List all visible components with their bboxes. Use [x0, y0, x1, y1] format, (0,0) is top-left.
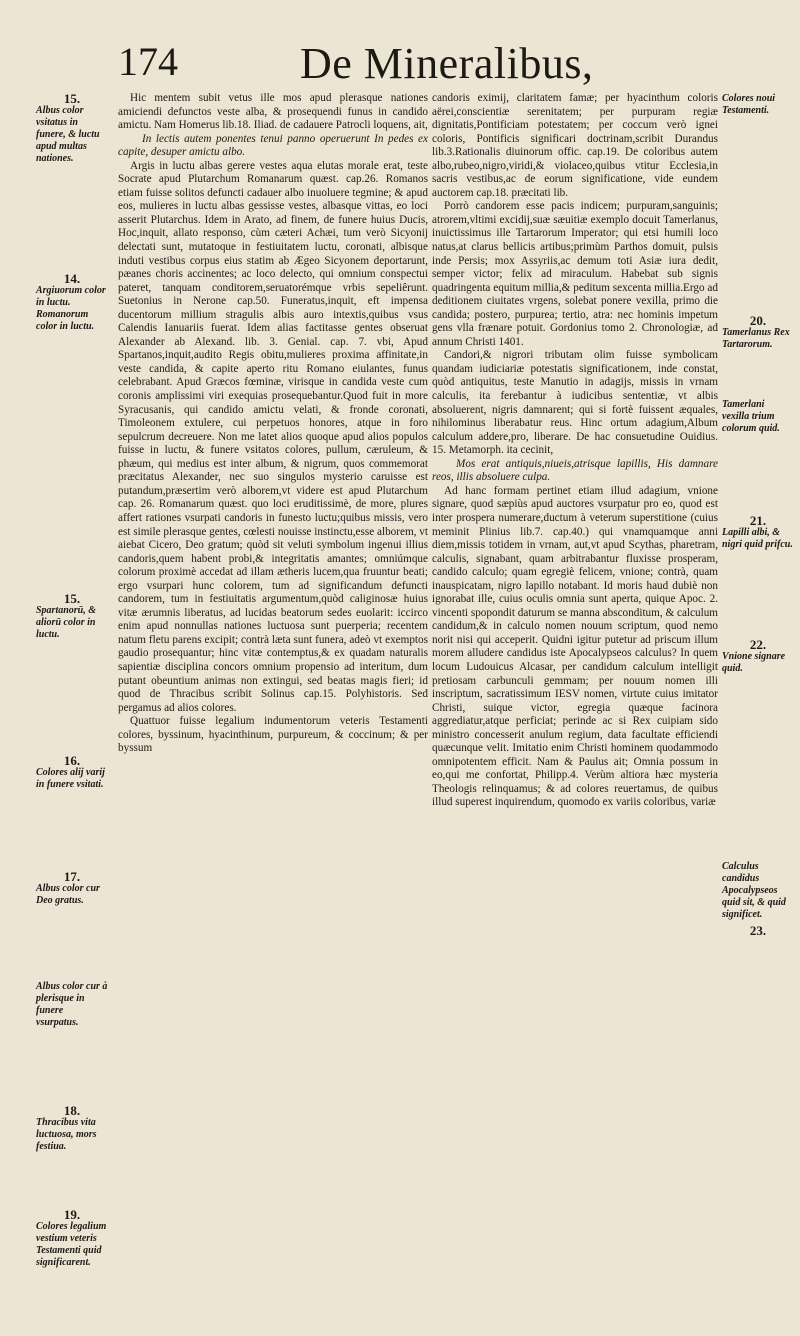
paragraph: Argis in luctu albas gerere vestes aqua elutas morale erat, teste Socrate apud Plutarchum Romanarum quæst. cap.26. Romanos etiam fuisse solitos defuncti cadauer albo inuoluere tegmine; & apud eos, mulieres in luctu albas gessisse vestes, albasque vittas, eo loci asserit Plutarchus. Idem in Arato, ad finem, de funere huius Ducis, Hoc,inquit, allato responso, cùm cæteri Achæi, tum verò Sicyonij delectati sunt, mutatoque in festiuitatem luctu, coronati, albisque induti vestibus corpus eius statim ab Ægeo Sicyonem deportarunt, pæanes choris accinentes; ac loco delecto, qui omnium conspectui pateret, tanquam conditorem,seruatorémque vrbis sepeliêrunt. Suetonius in Nerone cap.50. Funeratus,inquit, eft impensa ducentorum millium stragulis albis auro intextis,quibus vsus Calendis Ianuariis fuerat. Idem alias factitasse gentes obseruat Alexander ab Alexand. lib. 3. Genial. cap. 7. vbi, Apud Spartanos,inquit,audito Regis obitu,mulieres proxima affinitate,in veste candida, & capite aperto ritu Romano eiulantes, funus celebrabant. Apud Græcos fœminæ, virisque in candida veste cum coronis amplissimi viri exequias prosequebantur.Quod fuit in more Syracusanis, qui candido amictu velati, & fronde coronati, Timoleonem extulere, cui perpetuos honores, atque in foro sepulcrum decreuere. Non me latet alios quoque apud alios populos fuisse in luctu, & funere vsitatos colores, pullum, cæruleum, & phæum, qui medius est inter album, & nigrum, quos commemorat præcitatus Alexander, nec suo singulos mysterio caruisse est putandum,præsertim verò alborem,vt videre est apud Plutarchum cap. 26. Romanarum quæst. quo loci eruditissimè, de more, plures affert rationes vsurpati candoris in funesto luctu;quibus missis, vero est simile plerasque gentes, cœlesti nouisse instinctu,esse alborem, vt aiebat Cicero, Deo gratum; quòd sit veluti symbolum ingenui illius candoris,quem habent probi,& integritatis amantes; omniúmque colorum proximè accedat ad illam ætheris lucem,qua fruuntur beati; ergo vsurpari hunc colorem, tum ad significandum defuncti candorem, tum in festiuitatis argumentum,quòd caliginosæ huius vitæ ærumnis liberatus, ad lucidas beatorum sedes euolarit: iccirco enim apud nonnullas nationes luctuosa sunt puerperia; recentem natum fletu parens excipit; contrà læta sunt funera, adeò vt exemptos gaudio prosequantur; hinc vitæ contemptus,& ex quadam naturalis sapientiæ disciplina concors omnium propensio ad interitum, dum putant obeuntium animas non extingui, sed beatas magis fieri; id quod de Thracibus scribit Solinus cap.15. Polyhistoris. Sed pergamus ad alios colores. — [118, 159, 428, 714]
note-text: Colores noui Testamenti. — [722, 93, 776, 116]
note-number: 19. — [63, 1207, 81, 1222]
margin-note — [722, 515, 794, 551]
note-number: 14. — [63, 271, 81, 286]
note-number: 21. — [749, 513, 767, 528]
margin-note — [36, 871, 108, 907]
note-text: Vnione signare quid. — [722, 651, 786, 674]
note-number: 15. — [63, 591, 81, 606]
note-number: 23. — [749, 923, 767, 938]
margin-note — [36, 93, 108, 165]
note-number: 18. — [63, 1103, 81, 1118]
note-text: Tamerlani vexilla trium colorum quid. — [722, 399, 780, 434]
paragraph: Ad hanc formam pertinet etiam illud adagium, vnione signare, quod sæpiùs apud auctores vsurpatur pro eo, quod est inter prospera numerare,ductum à veterum superstitione (cuius meminit Plinius lib.7. cap.40.) qui vnamquamque anni diem,missis totidem in vrnam, aut,vt apud Scythas, pharetram, calculis, signabant, quam arbitrabantur fluxisse prosperam, candido calculo; quam egregiè felicem, vnione; contrà, quam inauspicatam, nigro lapillo notabant. Id moris haud dubiè non ignorabat ille, cuius oculis omnia sunt aperta, quique Apoc. 2. vincenti spopondit daturum se manna absconditum, & calculum candidum,& in calculo nomen nouum scriptum, quod nemo norit nisi qui acceperit. Quidni igitur putetur ad priscum illum morem alludere candidus iste Apocalypseos calculus? In quem locum Ludouicus Alcasar, per candidum calculum intelligit pretiosam carbunculi gemmam; per nouum nomen illi inscriptum, sacratissimum IESV nomen, virtute cuius imitator Christi, suique victor, egregia quæque facinora aggrediatur,atque perficiat; perinde ac si Rex cuipiam sido ministro concesserit anulum regium, data facultate efficiendi quæcunque velit. Imitatio enim Christi hominem quodammodo omnipotentem efficit. Nam & Paulus ait; Omnia possum in eo,qui me confortat, Philipp.4. Verùm altiora hæc mysteria Theologis relinquamus; & ad colores reuertamus, de quibus illud superest inquirendum, quomodo ex variis coloribus, variæ — [432, 484, 718, 809]
paragraph: Candori,& nigrori tributam olim fuisse symbolicam quandam iudiciariæ potestatis significationem, inde constat, quòd antiquitus, teste Manutio in adagijs, missis in vrnam calculis, ita ferebantur à iudicibus sententiæ, vt albis absoluerent, nigris damnarent; qui si fortè fuissent æquales, nihilominus liberabatur reus. Hinc ortum adagium,Album calculum addere,pro, liberare. De hac consuetudine Ouidius. 15. Metamorph. ita cecinit, — [432, 349, 718, 457]
note-text: Albus color cur Deo gratus. — [36, 883, 100, 906]
margin-note — [36, 1209, 108, 1269]
note-text: Albus color vsitatus in funere, & luctu apud multas nationes. — [36, 105, 100, 164]
margin-note — [36, 273, 108, 333]
margin-note — [36, 981, 108, 1029]
margin-note — [722, 399, 794, 435]
note-number: 16. — [63, 753, 81, 768]
margin-note — [722, 93, 794, 117]
quote: In lectis autem ponentes tenui panno operuerunt In pedes ex capite, desuper amictu albo. — [118, 132, 428, 159]
paragraph: Quattuor fuisse legalium indumentorum veteris Testamenti colores, byssinum, hyacinthinum, purpureum, & coccinum; & per byssum — [118, 715, 428, 755]
margin-note — [722, 861, 794, 921]
paragraph: Porrò candorem esse pacis indicem; purpuram,sanguinis; atrorem,vltimi excidij,suæ sæuitiæ exemplo docuit Tamerlanus, inuictissimus ille Tartarorum Imperator; qui etsi humili loco natus,at clarus bellicis artibus;primùm Parthos domuit, pulsis inde Persis; mox Assyriis,ac demum toti Asiæ iura dedit, semper victor; felix ad miraculum. Habebat sub signis quadringenta equitum millia,& peditum sexcenta millia.Ergo ad deditionem ciuitates vrgens, solebat ponere vexilla, primo die candida; postero, purpurea; tertio, atra: nec hominis impetum gens vlla frænare potuit. Gordonius tomo 2. Chronologiæ, ad annum Christi 1401. — [432, 200, 718, 348]
left-column — [118, 92, 428, 756]
margin-note — [722, 315, 794, 351]
margin-note — [36, 1105, 108, 1153]
right-column — [432, 92, 718, 810]
note-text: Thracibus vita luctuosa, mors festiua. — [36, 1117, 97, 1152]
paragraph: candoris eximij, claritatem famæ; per hyacinthum coloris aërei,conscientiæ serenitatem; per purpuram regiæ dignitatis,Pontificiam potestatem; per coccum verò ignei coloris, Pontificis significari doctrinam,scribit Durandus lib.3.Rationalis diuinorum offic. cap.19. De coloribus autem albo,rubeo,nigro,viridi,& violaceo,quibus vtitur Ecclesia,in sacris vestibus,ac de eorum significatione, vide eundem auctorem cap.18. præcitati lib. — [432, 92, 718, 199]
note-number: 15. — [63, 91, 81, 106]
running-title: De Mineralibus, — [300, 39, 594, 88]
note-text: Spartanorū, & aliorū color in luctu. — [36, 605, 97, 640]
note-text: Albus color cur à plerisque in funere vsurpatus. — [36, 981, 108, 1028]
verse: Mos erat antiquis,niueis,atrisque lapillis, His damnare reos, illis absoluere culpa. — [432, 457, 718, 484]
note-text: Lapilli albi, & nigri quid prifcu. — [722, 527, 793, 550]
note-text: Argiuorum color in luctu. Romanorum color in luctu. — [36, 285, 106, 332]
note-text: Colores legalium vestium veteris Testamenti quid significarent. — [36, 1221, 107, 1268]
margin-note — [722, 925, 794, 937]
note-text: Tamerlanus Rex Tartarorum. — [722, 327, 790, 350]
note-text: Colores alij varij in funere vsitati. — [36, 767, 105, 790]
paragraph: Hic mentem subit vetus ille mos apud plerasque nationes amiciendi defunctos veste alba, & prosequendi funus in candido amictu. Nam Homerus lib.18. Iliad. de cadauere Patrocli loquens, ait, — [118, 92, 428, 132]
note-number: 17. — [63, 869, 81, 884]
margin-note — [36, 593, 108, 641]
margin-note — [36, 755, 108, 791]
margin-note — [722, 639, 794, 675]
note-number: 20. — [749, 313, 767, 328]
note-number: 22. — [749, 637, 767, 652]
page-number: 174 — [118, 39, 178, 84]
note-text: Calculus candidus Apocalypseos quid sit, & quid significet. — [722, 861, 786, 920]
